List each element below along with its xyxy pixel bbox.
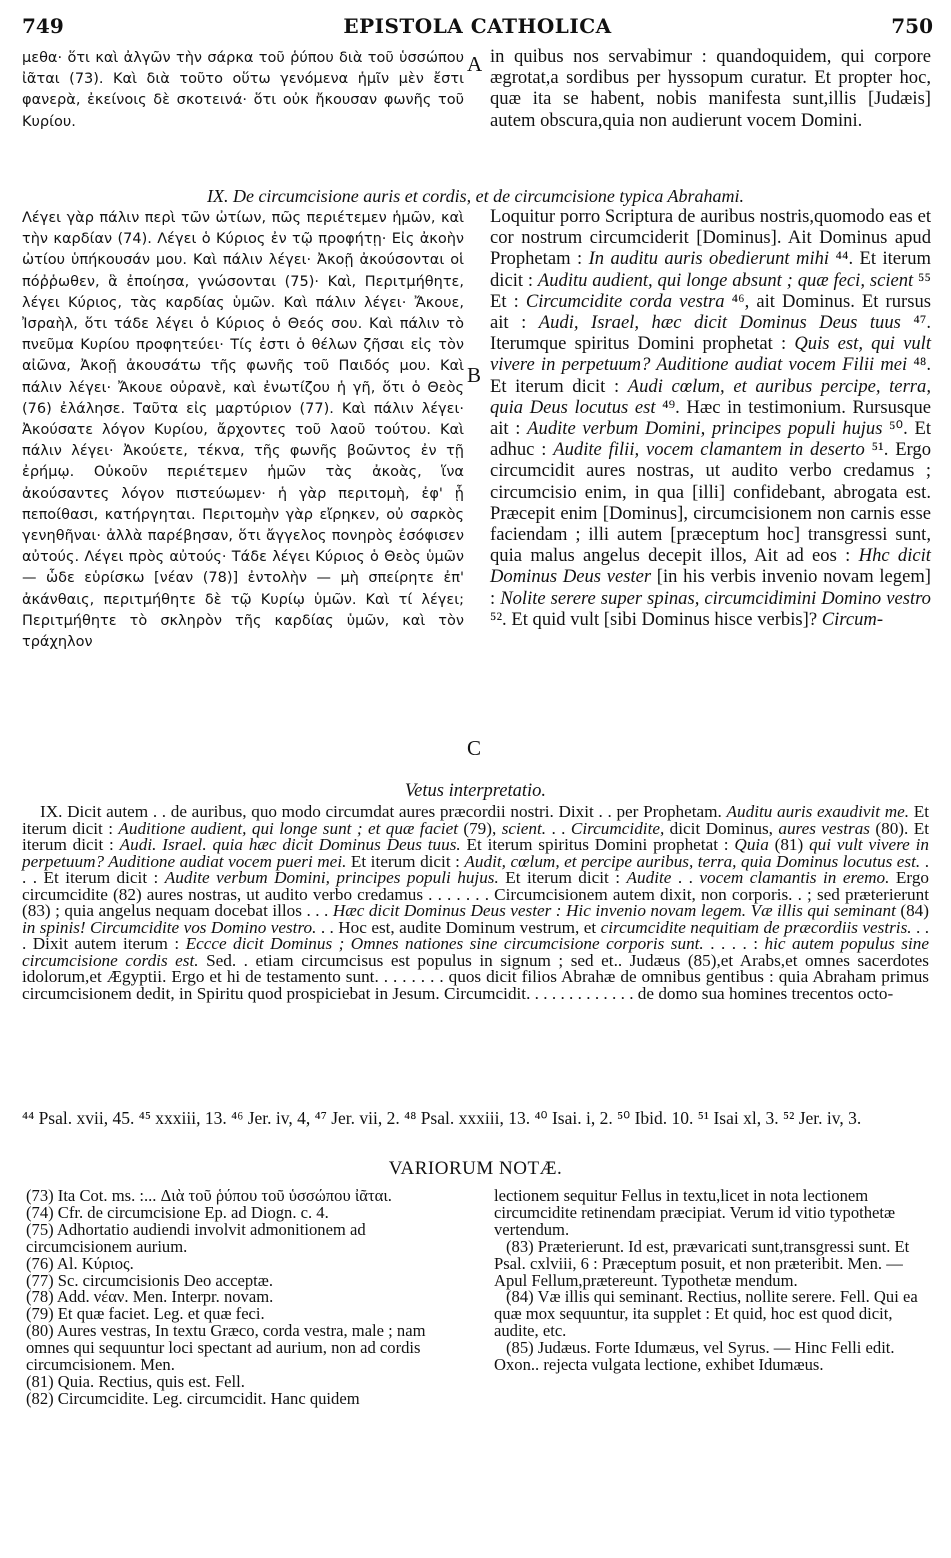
note-74: (74) Cfr. de circumcisione Ep. ad Diogn. c. 4. — [26, 1202, 329, 1222]
italic-quotation: Circumcidite, — [570, 818, 665, 838]
vetus-title: Vetus interpretatio. — [404, 781, 547, 801]
vetus-interpretatio — [22, 804, 929, 1002]
italic-quotation: Hæc dicit Dominus Deus vester : Hic invenio novam legem. Væ illis qui seminant — [332, 901, 896, 920]
text-run: (80). Et iterum dicit : — [22, 818, 929, 854]
italic-quotation: Audite verbum Domini, principes populi hujus. — [164, 868, 499, 887]
text-run: ⁴⁶, ait Dominus. Et rursus ait : — [490, 290, 931, 334]
italic-quotation: Audite filii, vocem clamantem in deserto — [553, 439, 865, 461]
italic-quotation: Auditu audient, qui longe absunt ; quæ feci, scient — [537, 269, 914, 291]
section-title: IX. De circumcisione auris et cordis, et de circumcisione typica Abrahami. — [206, 186, 745, 206]
italic-quotation: circumcidite nequitiam de præcordiis vestris. — [600, 917, 912, 937]
italic-quotation: Audit, cœlum, et percipe auribus, terra, quia Dominus locutus est. — [464, 851, 921, 871]
text-run: (81) — [768, 835, 810, 854]
note-84: (84) Væ illis qui seminant. Rectius, nollite serere. Fell. Qui ea quæ mox sequuntur, ita supplet : Et quid, hoc est quod dicit, audite, etc. — [494, 1287, 918, 1341]
latin-translation — [490, 206, 931, 630]
margin-mark-b: B — [467, 363, 482, 387]
italic-quotation: Nolite serere super spinas, circumcidimini Domino vestro — [500, 587, 931, 609]
text-run: Sed. . etiam circumcisus est populus in signum ; sed et.. Judæus (85),et Arabs,et omnes sacerdotes idolorum,et Ægyptii. Ergo et hi de testamento sunt. . . . . . . . quos dicit filios Abrahæ de omnibus gentibus : quia Abraham primus circumcisionem dedit, in Spiritu quod prospiciebat in Jesum. Circumcidit. . . . . . . . . . . . . de domo sua homines trecentos octo- — [22, 950, 929, 1003]
footnotes: ⁴⁴ Psal. xvii, 45. ⁴⁵ xxxiii, 13. ⁴⁶ Jer. iv, 4, ⁴⁷ Jer. vii, 2. ⁴⁸ Psal. xxxiii, 13. ⁴⁰ Isai. i, 2. ⁵⁰ Ibid. 10. ⁵¹ Isai xl, 3. ⁵² Jer. iv, 3. — [22, 1108, 862, 1128]
note-82-continued: lectionem sequitur Fellus in textu,licet in nota lectionem circumcidite retinendam præcipiat. Verum id vitio typothetæ vertendum. — [494, 1186, 896, 1239]
text-run: ⁵². Et quid vult [sibi Dominus hisce verbis]? — [490, 608, 822, 630]
italic-quotation: Quia — [734, 835, 769, 854]
text-run: ⁵⁵ Et : — [490, 269, 931, 312]
italic-quotation: Audi. Israel. quia hæc dicit Dominus Deus tuus. — [119, 835, 461, 854]
text-run: . . — [671, 868, 700, 887]
running-title: EPISTOLA CATHOLICA — [343, 14, 612, 38]
margin-mark-c: C — [467, 736, 482, 760]
running-header — [22, 14, 933, 42]
italic-quotation: vocem clamantis in eremo. — [699, 868, 890, 887]
notes-left-column — [26, 1188, 468, 1408]
text-run: . . Hoc est, audite Dominum vestrum, et — [316, 917, 601, 937]
italic-quotation: in spinis! Circumcidite vos Domino vestro. — [22, 917, 317, 937]
note-78: (78) Add. νέαν. Men. Interpr. novam. — [26, 1287, 274, 1307]
text-run: [in his verbis invenio novam legem] : — [490, 566, 931, 609]
latin-continuation: in quibus nos servabimur : quandoquidem, qui corpore ægrotat,a sordibus per hyssopum curatur. Et propter hoc, quæ ita se habent, nobis manifesta sunt,illis [Judæis] autem obscura,quia non audierunt vocem Domini. — [490, 46, 931, 131]
text-run: . . . Et iterum dicit : — [22, 851, 930, 887]
note-81: (81) Quia. Rectius, quis est. Fell. — [26, 1371, 245, 1391]
text-run: . . . . : — [703, 934, 765, 953]
text-run: Et iterum dicit : — [498, 868, 627, 887]
italic-quotation: Eccce dicit Dominus ; Omnes nationes sine circumcisione corporis sunt. — [185, 934, 704, 953]
italic-quotation: Audite verbum Domini, principes populi hujus — [527, 418, 883, 440]
italic-quotation: aures vestras — [778, 818, 870, 838]
note-77: (77) Sc. circumcisionis Deo acceptæ. — [26, 1270, 273, 1290]
text-run: ⁵¹. Ergo circumcidit aures nostras, ut audito verbo credamus ; circumcisio enim, in qua [illi] confidebant, abrogata est. Præcepit enim [Dominus], circumcisionem non carnis esse faciendam ; illi autem [præceptum hoc] transgressi sunt, quia malus angelus decepit illos, Ait ad eos : — [490, 439, 932, 567]
italic-quotation: Circum- — [821, 608, 884, 630]
note-82: (82) Circumcidite. Leg. circumcidit. Hanc quidem — [26, 1388, 360, 1408]
italic-quotation: qui vult vivere in perpetuum? Auditione audiat vocem pueri mei. — [22, 835, 929, 871]
text-run: (84) — [895, 901, 929, 920]
greek-text: Λέγει γὰρ πάλιν περὶ τῶν ὠτίων, πῶς περιέτεμεν ἡμῶν, καὶ τὴν καρδίαν (74). Λέγει ὁ Κύριος ἐν τῷ προφήτῃ· Εἰς ἀκοὴν ὠτίου ὑπήκουσάν μου. Καὶ πάλιν λέγει· Ἀκοῇ ἀκούσονται οἱ πόῤῥωθεν, ἃ ἐποίησα, γνώσονται (75)· Καὶ, Περιτμήθητε, λέγει Κύριος, τὰς καρδίας ὑμῶν. Καὶ πάλιν λέγει· Ἄκουε, Ἰσραὴλ, ὅτι τάδε λέγει ὁ Κύριος ὁ Θεός σου. Καὶ πάλιν τὸ πνεῦμα Κυρίου προφητεύει· Τίς ἐστι ὁ θέλων ζῆσαι εἰς τὸν αἰῶνα, Ἀκοῇ ἀκουσάτω τῆς φωνῆς τοῦ Παιδός μου. Καὶ πάλιν λέγει· Ἄκουε οὐρανὲ, καὶ ἐνωτίζου ἡ γῆ, ὅτι ὁ Θεὸς (76) ἐλάλησε. Ταῦτα εἰς μαρτύριον (77). Καὶ πάλιν λέγει· Ἀκούσατε λόγον Κυρίου, ἄρχοντες τοῦ λαοῦ τούτου. Καὶ πάλιν λέγει· Ἀκούετε, τέκνα, τῆς φωνῆς βοῶντος ἐν τῇ ἐρήμῳ. Οὐκοῦν περιέτεμεν ἡμῶν τὰς ἀκοὰς, ἵνα ἀκούσαντες λόγον πιστεύωμεν· ἡ γὰρ περιτομὴ, ἐφ' ᾗ πεποίθασι, κατήργηται. Περιτομὴν γὰρ εἴρηκεν, οὐ σαρκὸς γενηθῆναι· ἀλλὰ παρέβησαν, ὅτι ἄγγελος πονηρὸς ἐσόφισεν αὐτούς. Λέγει πρὸς αὐτούς· Τάδε λέγει Κύριος ὁ Θεὸς ὑμῶν — ὧδε εὑρίσκω [νέαν (78)] ἐντολὴν — μὴ σπείρητε ἐπ' ἀκάνθαις, περιτμήθητε δὲ τῷ Κυρίῳ ὑμῶν. Καὶ τί λέγει; Περιτμήθητε τὸ σκληρὸν τῆς καρδίας ὑμῶν, καὶ τὸν τράχηλον — [22, 210, 464, 651]
italic-quotation: Hhc dicit Dominus Deus vester — [490, 545, 931, 588]
text-run: . . . Dixit autem iterum : — [22, 917, 930, 953]
italic-quotation: In auditu auris obedierunt mihi — [588, 248, 830, 270]
text-run: Loquitur porro Scriptura de auribus nostris,quomodo eas et cor nostrum circumciderit [Dominus]. Ait Dominus apud Prophetam : — [490, 206, 931, 270]
right-page-number: 750 — [891, 14, 933, 38]
note-80: (80) Aures vestras, In textu Græco, corda vestra, male ; nam omnes qui sequuntur loci spectant ad aurium, non ad cordis circumcisionem. Men. — [26, 1321, 426, 1375]
latin-paragraph — [490, 206, 931, 630]
greek-continuation: μεθα· ὅτι καὶ ἀλγῶν τὴν σάρκα τοῦ ῥύπου διὰ τοῦ ὑσσώπου ἰᾶται (73). Καὶ διὰ τοῦτο οὕτω γενόμενα ἡμῖν μὲν ἔστι φανερὰ, ἐκείνοις δὲ σκοτεινά· ὅτι οὐκ ἤκουσαν φωνῆς τοῦ Κυρίου. — [22, 50, 464, 130]
italic-quotation: Quis est, qui vult vivere in perpetuum? Auditione audiat vocem Filii mei — [490, 333, 931, 376]
text-run: Et iterum dicit : — [22, 802, 929, 838]
note-75: (75) Adhortatio audiendi involvit admonitionem ad circumcisionem aurium. — [26, 1219, 366, 1256]
left-page-number: 749 — [22, 14, 64, 38]
note-73: (73) Ita Cot. ms. :... Διὰ τοῦ ῥύπου τοῦ ὑσσώπου ἰᾶται. — [26, 1186, 392, 1205]
italic-quotation: scient. — [501, 818, 547, 838]
italic-quotation: hic autem populus sine circumcisione cordis est. — [22, 934, 929, 970]
italic-quotation: Auditu auris exaudivit me. — [726, 802, 910, 821]
text-run: Et iterum dicit : — [346, 851, 465, 871]
text-run: ⁴⁴. Et iterum dicit : — [490, 248, 931, 291]
italic-quotation: Audi, Israel, hæc dicit Dominus Deus tuus — [538, 312, 901, 334]
text-run: dicit Dominus, — [664, 818, 779, 838]
italic-quotation: Audite — [626, 868, 672, 887]
note-85: (85) Judæus. Forte Idumæus, vel Syrus. — Hinc Felli edit. Oxon.. rejecta vulgata lectione, exhibet Idumæus. — [494, 1338, 895, 1375]
note-76: (76) Al. Κύριος. — [26, 1253, 134, 1273]
text-run: ⁴⁸. Et iterum dicit : — [490, 354, 932, 397]
text-run: . . — [546, 818, 571, 838]
note-83: (83) Præterierunt. Id est, prævaricati sunt,transgressi sunt. Et Psal. cxlviii, 6 : Præceptum posuit, et non præteribit. Men. — Apul Fellum,prætereunt. Typothetæ mendum. — [494, 1236, 910, 1290]
margin-mark-a: A — [467, 52, 483, 76]
text-run: ⁴⁷. Iterumque spiritus Domini prophetat : — [490, 312, 931, 355]
italic-quotation: Auditione audient, qui longe sunt ; et quæ faciet — [118, 818, 458, 838]
vetus-paragraph — [22, 804, 929, 1002]
note-79: (79) Et quæ faciet. Leg. et quæ feci. — [26, 1304, 265, 1324]
text-run: ⁴⁹. Hæc in testimonium. Rursusque ait : — [490, 396, 931, 440]
text-run: Et iterum spiritus Domini prophetat : — [460, 835, 735, 854]
notes-title: VARIORUM NOTÆ. — [388, 1158, 563, 1179]
italic-quotation: Audi cœlum, et auribus percipe, terra, quia Deus locutus est — [490, 375, 931, 418]
italic-quotation: Circumcidite corda vestra — [525, 290, 725, 312]
text-run: IX. Dicit autem . . de auribus, quo modo circumdat aures præcordii nostri. Dixit . . per Prophetam. — [40, 802, 727, 821]
notes-right-column — [494, 1188, 930, 1374]
text-run: Ergo circumcidite (82) aures nostras, ut audito verbo credamus . . . . . . . Circumcisionem autem dixit, non corporis. . ; sed præterierunt (83) ; quia angelus nequam docebat illos . . . — [22, 868, 930, 920]
text-run: ⁵⁰. Et adhuc : — [490, 418, 931, 461]
text-run: (79), — [457, 818, 502, 838]
